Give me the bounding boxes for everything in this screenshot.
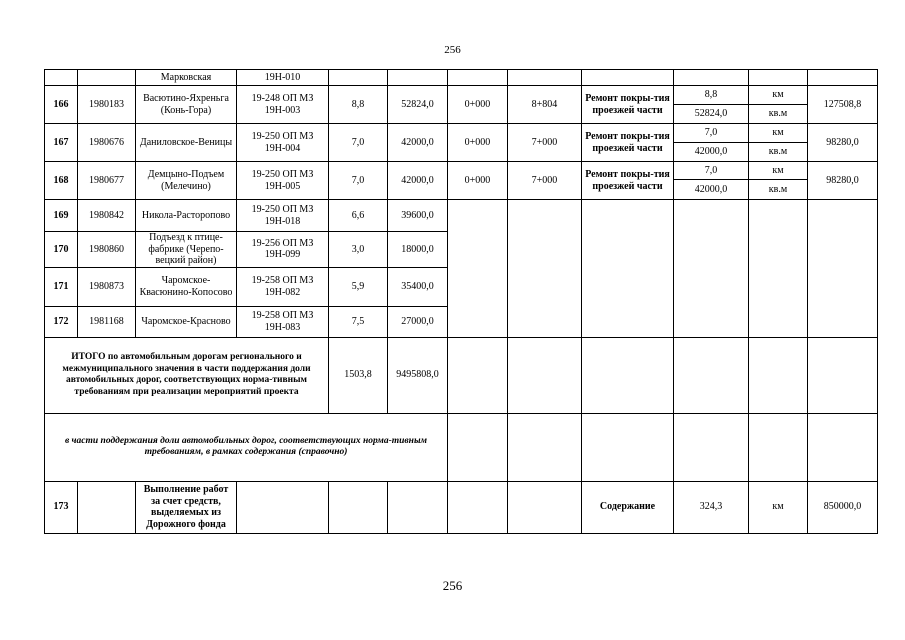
table-row: [45, 200, 878, 232]
road-id: 1980676: [78, 124, 136, 162]
section-row: [45, 413, 878, 481]
work-description: Выполнение работ за счет средств, выделяемых из Дорожного фонда: [136, 481, 237, 533]
unit-km: км: [749, 481, 808, 533]
cost: 127508,8: [808, 86, 878, 124]
table-row: [45, 124, 878, 143]
table-row: [45, 70, 878, 86]
work-type: Ремонт покры-тия проезжей части: [582, 162, 674, 200]
row-number: 173: [45, 481, 78, 533]
road-length: 7,5: [329, 306, 388, 337]
road-area: 42000,0: [388, 124, 448, 162]
qty-area: 52824,0: [674, 105, 749, 124]
unit-area: кв.м: [749, 105, 808, 124]
start-km: 0+000: [448, 86, 508, 124]
unit-area: кв.м: [749, 143, 808, 162]
road-code: 19-248 ОП МЗ 19Н-003: [237, 86, 329, 124]
total-row: [45, 337, 878, 413]
road-id: 1980860: [78, 232, 136, 268]
qty-km: 324,3: [674, 481, 749, 533]
road-name: Демцыно-Подъем (Мелечино): [136, 162, 237, 200]
table-row: [45, 232, 878, 268]
cost: 850000,0: [808, 481, 878, 533]
road-length: 8,8: [329, 86, 388, 124]
unit-area: кв.м: [749, 180, 808, 200]
work-type: Ремонт покры-тия проезжей части: [582, 86, 674, 124]
road-length: 7,0: [329, 124, 388, 162]
page-number-top: 256: [444, 44, 461, 56]
unit-km: км: [749, 124, 808, 143]
table-row: [45, 306, 878, 337]
row-number: 167: [45, 124, 78, 162]
road-area: 52824,0: [388, 86, 448, 124]
table-row: [45, 86, 878, 105]
table-row: [45, 267, 878, 306]
road-name: Васютино-Яхреньга (Конь-Гора): [136, 86, 237, 124]
end-km: 7+000: [508, 162, 582, 200]
road-length: 5,9: [329, 267, 388, 306]
row-number: 172: [45, 306, 78, 337]
row-number: 169: [45, 200, 78, 232]
page-number-bottom: 256: [442, 578, 463, 593]
road-id: 1980183: [78, 86, 136, 124]
road-code: 19-250 ОП МЗ 19Н-018: [237, 200, 329, 232]
road-name: Никола-Расторопово: [136, 200, 237, 232]
table-row: [45, 481, 878, 533]
end-km: 8+804: [508, 86, 582, 124]
road-id: 1980842: [78, 200, 136, 232]
road-code: 19-258 ОП МЗ 19Н-082: [237, 267, 329, 306]
table-row: [45, 162, 878, 180]
road-code: 19-250 ОП МЗ 19Н-005: [237, 162, 329, 200]
road-length: 3,0: [329, 232, 388, 268]
unit-km: км: [749, 86, 808, 105]
road-code: 19-250 ОП МЗ 19Н-004: [237, 124, 329, 162]
road-area: 35400,0: [388, 267, 448, 306]
qty-km: 7,0: [674, 124, 749, 143]
road-area: 39600,0: [388, 200, 448, 232]
section-heading: в части поддержания доли автомобильных дорог, соответствующих норма-тивным требованиям, в рамках содержания (справочно): [45, 413, 448, 481]
cost: 98280,0: [808, 124, 878, 162]
end-km: 7+000: [508, 124, 582, 162]
row-number: 168: [45, 162, 78, 200]
road-area: 18000,0: [388, 232, 448, 268]
road-length: 6,6: [329, 200, 388, 232]
work-type: Ремонт покры-тия проезжей части: [582, 124, 674, 162]
cost: 98280,0: [808, 162, 878, 200]
total-area: 9495808,0: [388, 337, 448, 413]
road-length: 7,0: [329, 162, 388, 200]
road-name: Чаромское-Квасюнино-Копосово: [136, 267, 237, 306]
qty-km: 8,8: [674, 86, 749, 105]
road-area: 42000,0: [388, 162, 448, 200]
road-name: Даниловское-Веницы: [136, 124, 237, 162]
qty-km: 7,0: [674, 162, 749, 180]
roads-table: [44, 69, 878, 534]
qty-area: 42000,0: [674, 143, 749, 162]
road-id: 1981168: [78, 306, 136, 337]
road-id: 1980677: [78, 162, 136, 200]
start-km: 0+000: [448, 162, 508, 200]
road-code: 19Н-010: [237, 70, 329, 86]
road-id: 1980873: [78, 267, 136, 306]
unit-km: км: [749, 162, 808, 180]
row-number: 170: [45, 232, 78, 268]
road-name: Марковская: [136, 70, 237, 86]
road-area: 27000,0: [388, 306, 448, 337]
row-number: 171: [45, 267, 78, 306]
qty-area: 42000,0: [674, 180, 749, 200]
work-type: Содержание: [582, 481, 674, 533]
road-name: Чаромское-Красново: [136, 306, 237, 337]
total-length: 1503,8: [329, 337, 388, 413]
road-code: 19-258 ОП МЗ 19Н-083: [237, 306, 329, 337]
road-name: Подъезд к птице-фабрике (Черепо-вецкий район): [136, 232, 237, 268]
row-number: 166: [45, 86, 78, 124]
total-label: ИТОГО по автомобильным дорогам регионального и межмуниципального значения в части поддержания доли автомобильных дорог, соответствующих норма-тивным требованиям при реализации мероприятий проекта: [45, 337, 329, 413]
start-km: 0+000: [448, 124, 508, 162]
road-code: 19-256 ОП МЗ 19Н-099: [237, 232, 329, 268]
